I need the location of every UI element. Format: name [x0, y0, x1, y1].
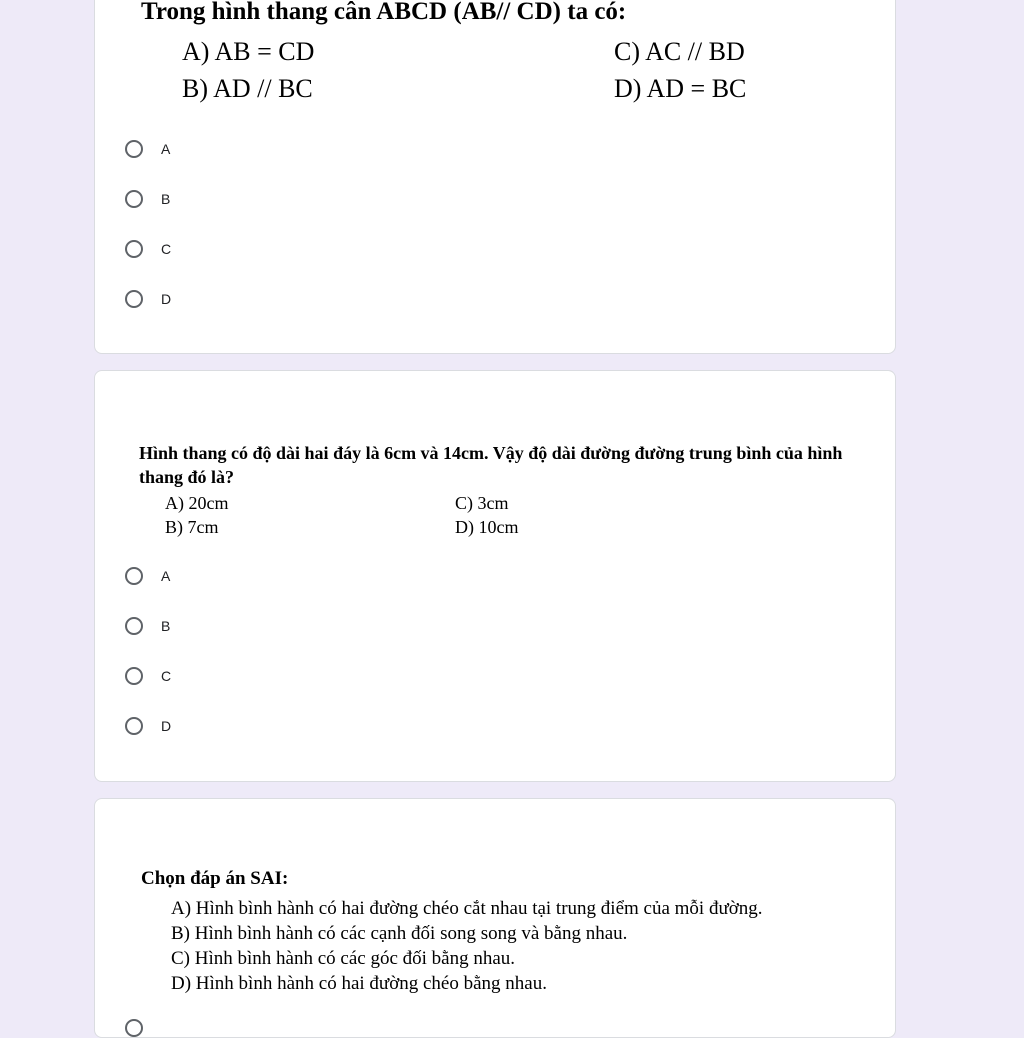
choice-label: D — [161, 718, 172, 734]
question-1-choice-b[interactable] — [125, 187, 170, 211]
choice-label: D — [161, 291, 172, 307]
choice-label: B — [161, 191, 171, 207]
radio-button[interactable] — [125, 190, 143, 208]
question-2-option-d: D) 10cm — [455, 517, 519, 537]
radio-button[interactable] — [125, 567, 143, 585]
question-1-option-d: D) AD = BC — [614, 74, 747, 103]
choice-label: C — [161, 241, 172, 257]
question-3-option-b: B) Hình bình hành có các cạnh đối song song và bằng nhau. — [171, 923, 628, 944]
question-1-option-c: C) AC // BD — [614, 37, 745, 66]
question-2-choice-d[interactable] — [125, 714, 171, 738]
question-2-option-b: B) 7cm — [165, 517, 219, 537]
question-2-title: Hình thang có độ dài hai đáy là 6cm và 14cm. Vậy độ dài đường đường trung bình của hình thang đó là? — [139, 443, 843, 487]
question-2-choice-b[interactable] — [125, 614, 170, 638]
question-card-3 — [94, 798, 896, 1038]
choice-label: A — [161, 568, 171, 584]
question-1-option-b: B) AD // BC — [182, 74, 313, 103]
question-3-option-d: D) Hình bình hành có hai đường chéo bằng nhau. — [171, 973, 547, 994]
choice-label: A — [161, 141, 171, 157]
choice-label: C — [161, 668, 172, 684]
question-3-option-c: C) Hình bình hành có các góc đối bằng nhau. — [171, 948, 516, 969]
question-3-option-a: A) Hình bình hành có hai đường chéo cắt nhau tại trung điểm của mỗi đường. — [171, 898, 763, 919]
radio-button[interactable] — [125, 717, 143, 735]
question-card-1 — [94, 0, 896, 354]
question-1-choice-d[interactable] — [125, 287, 171, 311]
question-1-option-a: A) AB = CD — [182, 37, 315, 66]
radio-button[interactable] — [125, 667, 143, 685]
radio-button[interactable] — [125, 240, 143, 258]
question-2-choice-c[interactable] — [125, 664, 171, 688]
question-card-2 — [94, 370, 896, 782]
choice-label: B — [161, 618, 171, 634]
question-3-title: Chọn đáp án SAI: — [141, 868, 289, 889]
question-1-title: Trong hình thang cân ABCD (AB// CD) ta có: — [141, 0, 627, 25]
question-2-option-a: A) 20cm — [165, 493, 229, 513]
question-1-choice-a[interactable] — [125, 137, 170, 161]
radio-button[interactable] — [125, 617, 143, 635]
question-2-option-c: C) 3cm — [455, 493, 509, 513]
radio-button[interactable] — [125, 140, 143, 158]
radio-button[interactable] — [125, 290, 143, 308]
radio-button[interactable] — [125, 1019, 143, 1037]
question-2-choice-a[interactable] — [125, 564, 170, 588]
question-1-choice-c[interactable] — [125, 237, 171, 261]
